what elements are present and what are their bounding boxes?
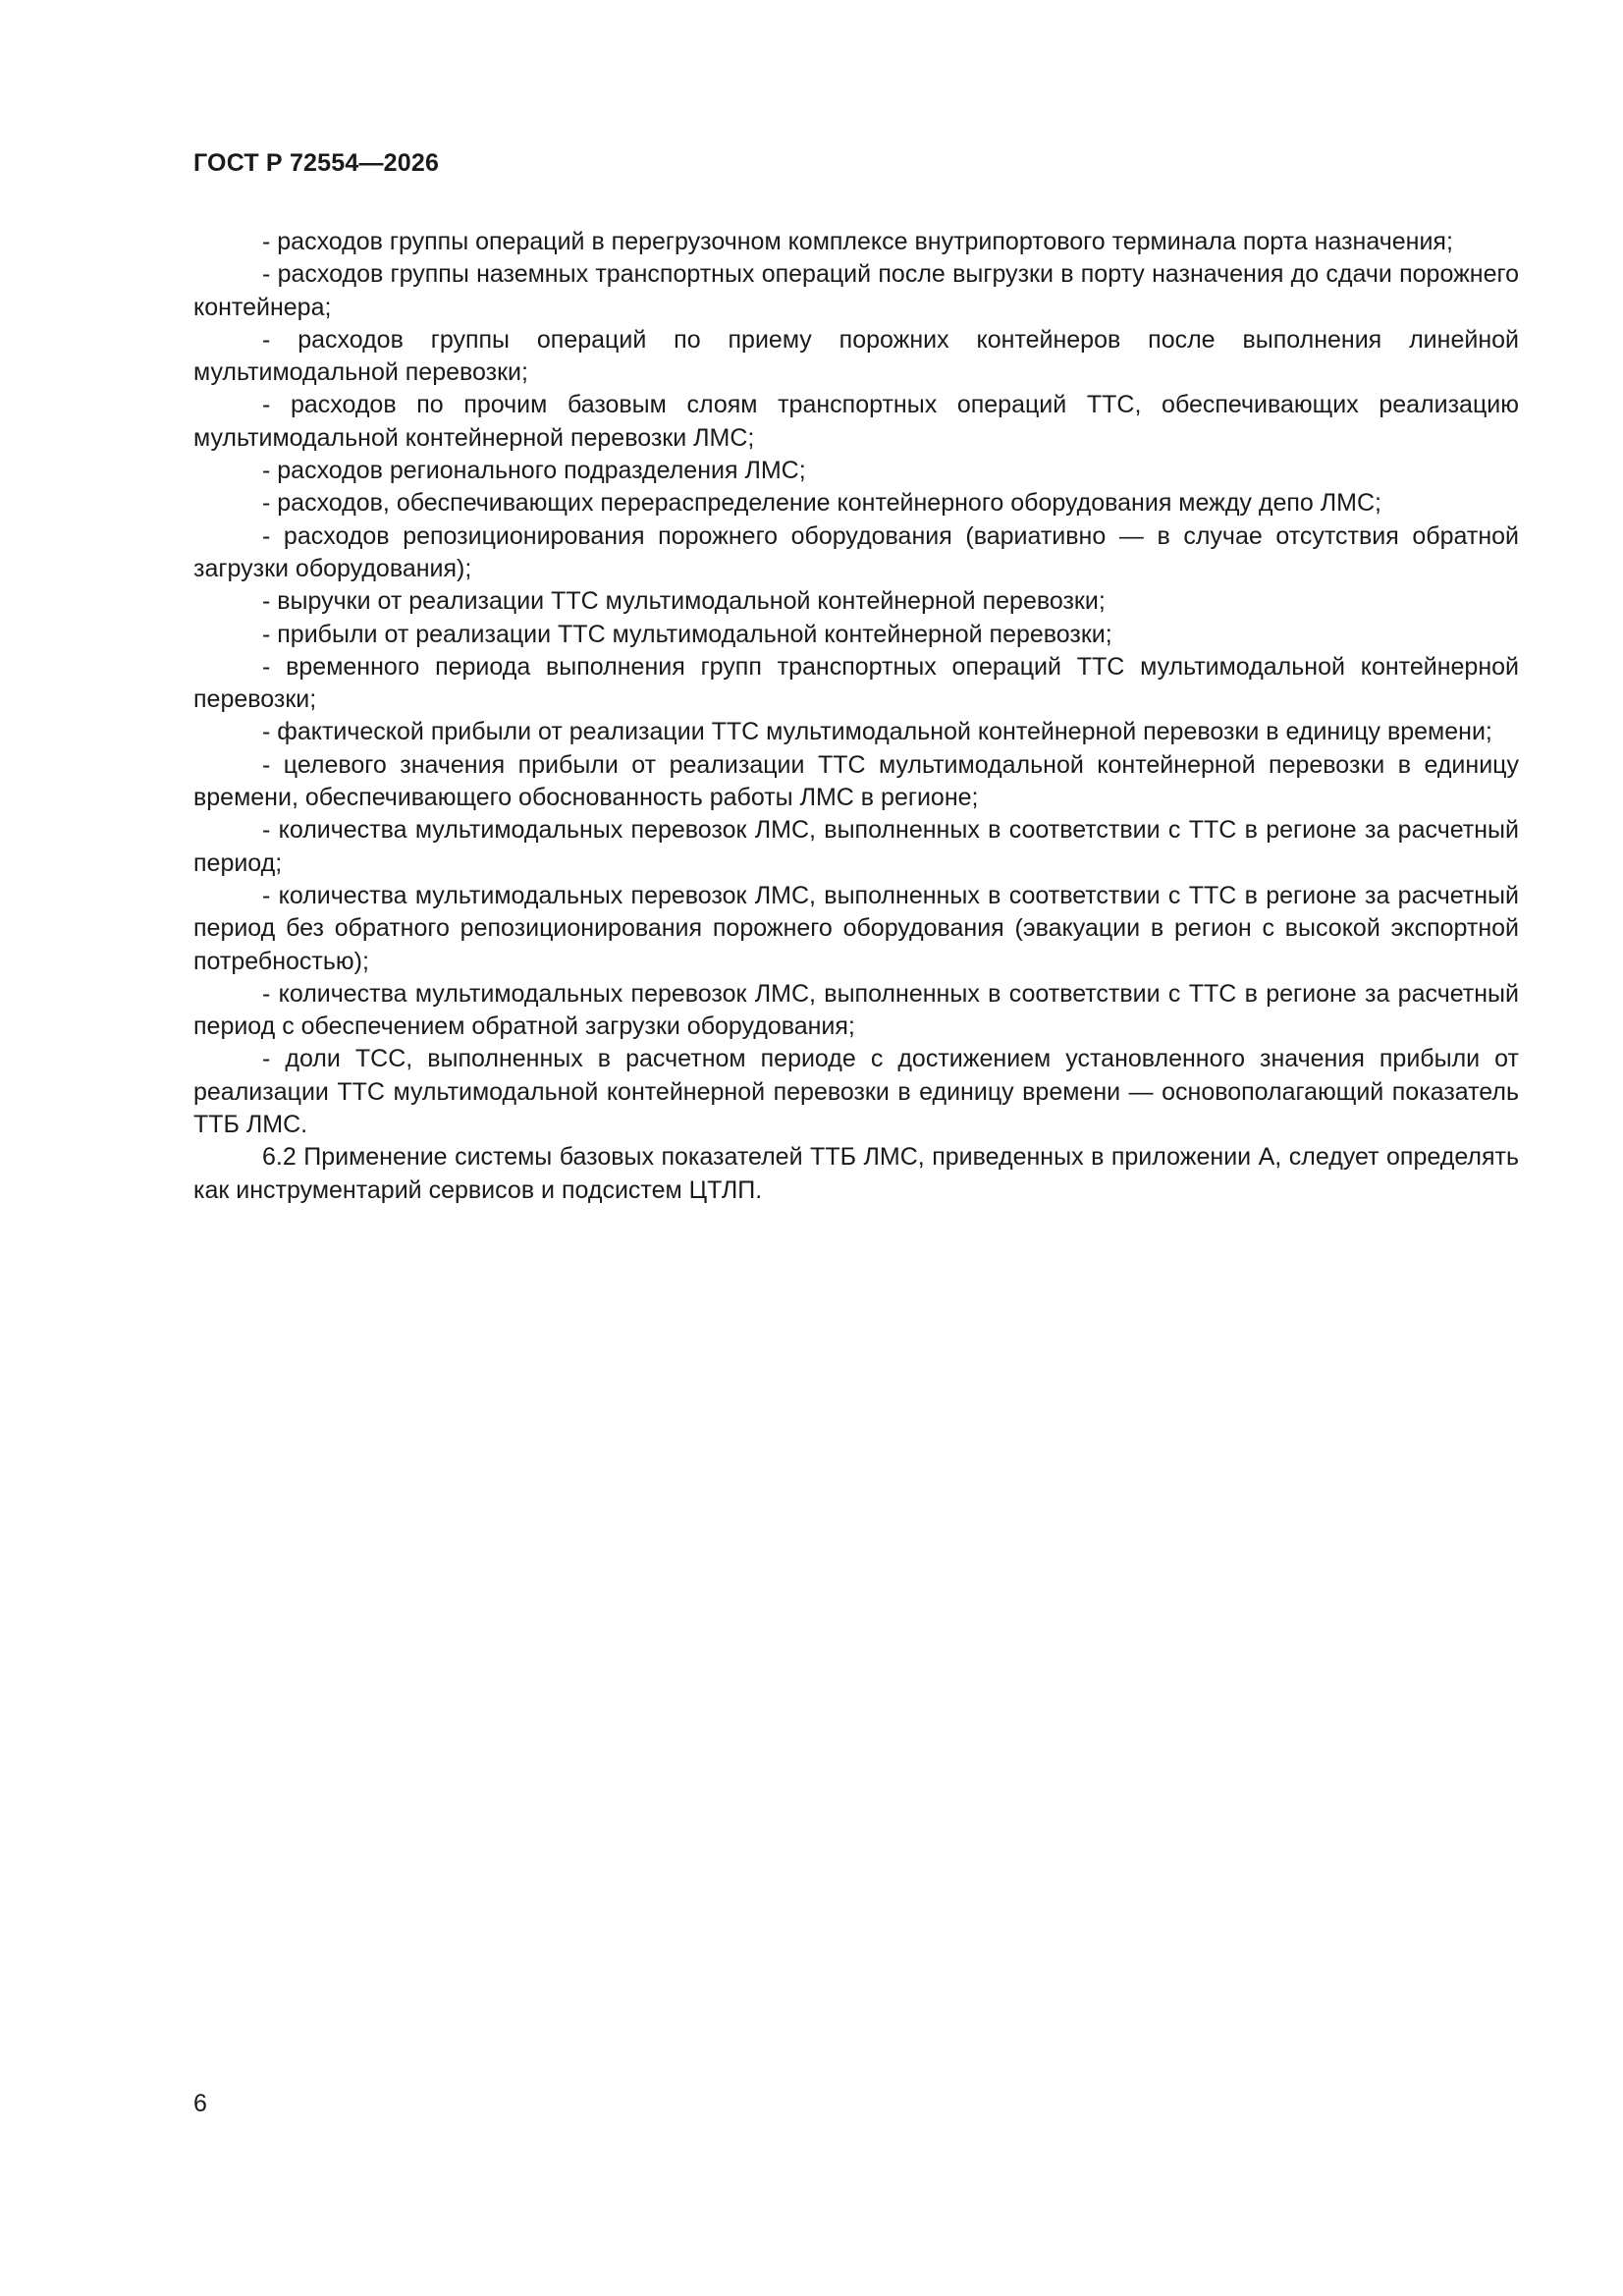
list-item: - выручки от реализации ТТС мультимодальной контейнерной перевозки; (262, 587, 1106, 616)
list-item: - количества мультимодальных перевозок ЛМС, выполненных в соответствии с ТТС в регионе за расчетный период с обеспечением обратной загрузки оборудования; (193, 979, 1519, 1041)
list-item: - прибыли от реализации ТТС мультимодальной контейнерной перевозки; (262, 620, 1112, 648)
list-item: - расходов, обеспечивающих перераспределение контейнерного оборудования между депо ЛМС; (262, 489, 1381, 518)
section-paragraph: 6.2 Применение системы базовых показателей ТТБ ЛМС, приведенных в приложении А, следует определять как инструментарий сервисов и подсистем ЦТЛП. (193, 1143, 1519, 1204)
list-item: - расходов группы операций по приему порожних контейнеров после выполнения линейной мультимодальной перевозки; (193, 325, 1519, 387)
list-item: - расходов по прочим базовым слоям транспортных операций ТТС, обеспечивающих реализацию мультимодальной контейнерной перевозки ЛМС; (193, 391, 1519, 452)
list-item: - доли ТСС, выполненных в расчетном периоде с достижением установленного значения прибыли от реализации ТТС мультимодальной контейнерной перевозки в единицу времени — основополагающий показатель ТТБ ЛМС. (193, 1045, 1519, 1139)
list-item: - целевого значения прибыли от реализации ТТС мультимодальной контейнерной перевозки в единицу времени, обеспечивающего обоснованность работы ЛМС в регионе; (193, 750, 1519, 812)
document-body (193, 226, 1519, 1207)
list-item: - расходов регионального подразделения ЛМС; (262, 457, 806, 485)
list-item: - фактической прибыли от реализации ТТС мультимодальной контейнерной перевозки в единицу времени; (262, 718, 1492, 746)
list-item: - количества мультимодальных перевозок ЛМС, выполненных в соответствии с ТТС в регионе за расчетный период; (193, 816, 1519, 877)
list-item: - временного периода выполнения групп транспортных операций ТТС мультимодальной контейнерной перевозки; (193, 652, 1519, 714)
list-item: - расходов группы операций в перегрузочном комплексе внутрипортового терминала порта назначения; (262, 228, 1453, 255)
list-item: - расходов группы наземных транспортных операций после выгрузки в порту назначения до сдачи порожнего контейнера; (193, 260, 1519, 321)
list-item: - количества мультимодальных перевозок ЛМС, выполненных в соответствии с ТТС в регионе за расчетный период без обратного репозиционирования порожнего оборудования (эвакуации в регион с высокой экспортной потребностью); (193, 881, 1519, 975)
list-item: - расходов репозиционирования порожнего оборудования (вариативно — в случае отсутствия обратной загрузки оборудования); (193, 521, 1519, 582)
page-number: 6 (193, 2090, 207, 2117)
document-standard-code: ГОСТ Р 72554—2026 (193, 149, 440, 177)
